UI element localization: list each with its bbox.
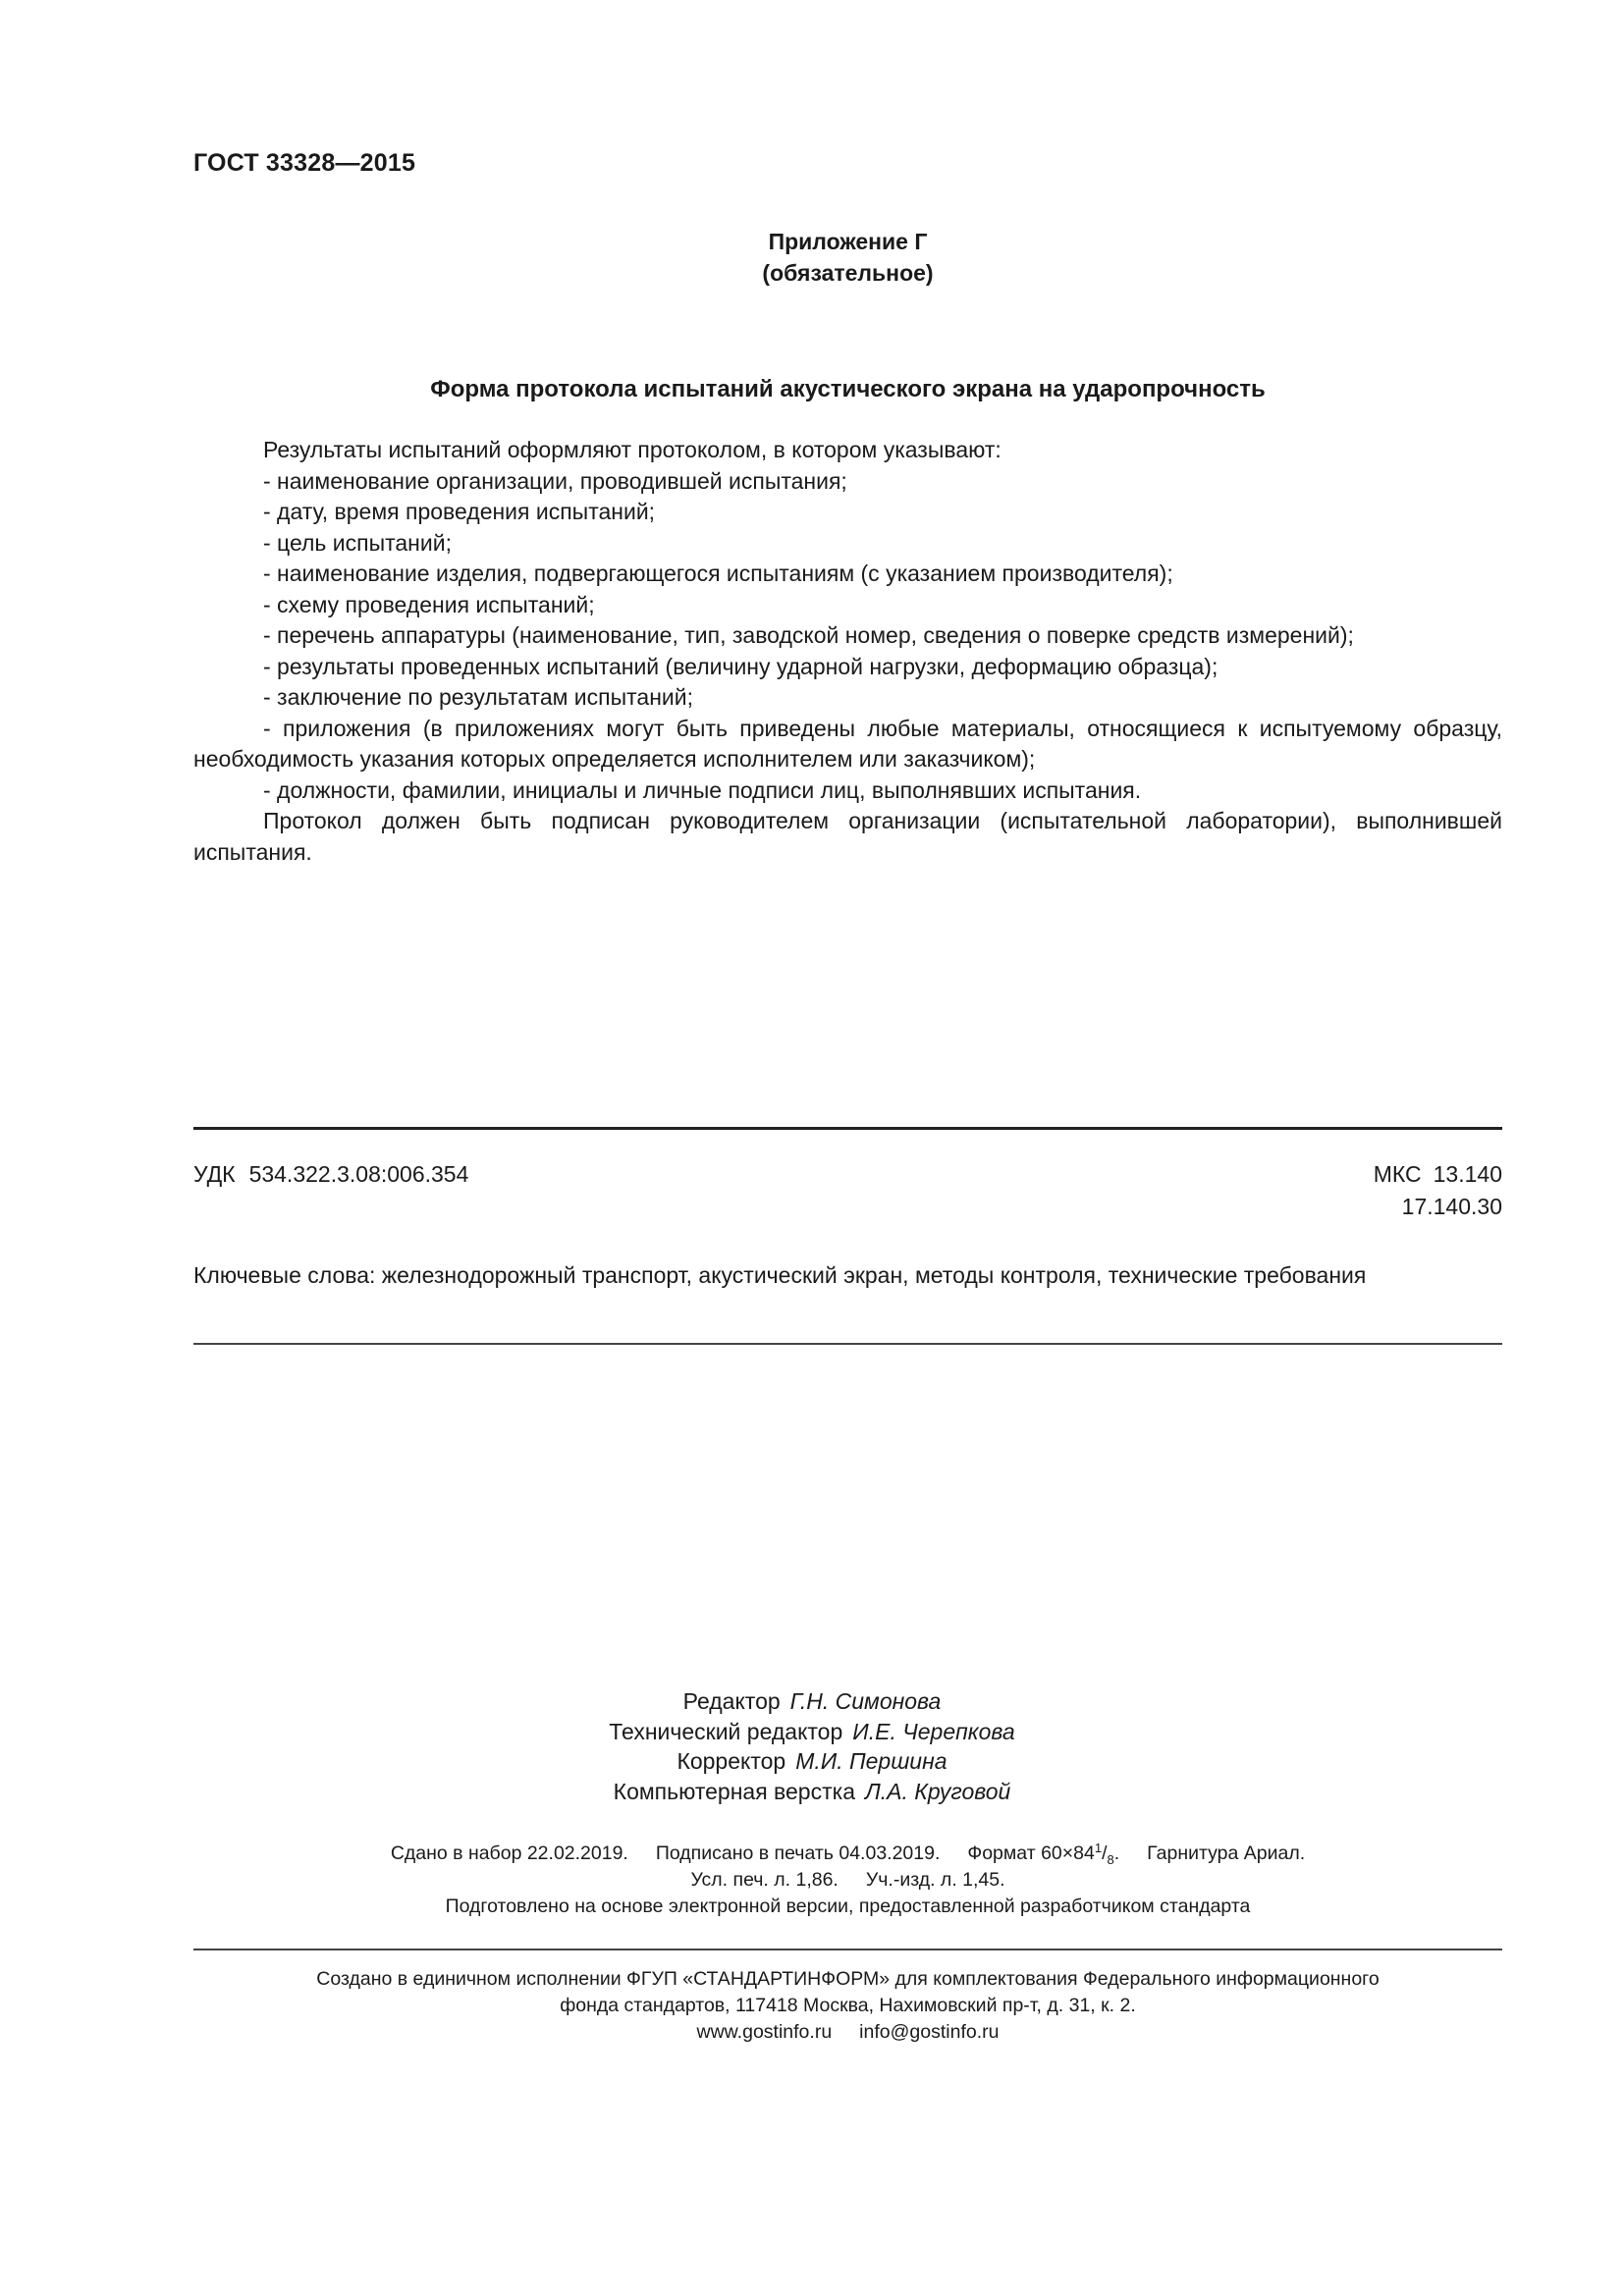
body-text [193, 435, 1502, 868]
list-item: - заключение по результатам испытаний; [263, 684, 693, 710]
credit-role: Технический редактор [609, 1718, 843, 1744]
paper-format: Формат $60\times 84^1/_8$. [967, 1841, 1120, 1867]
form-title: Форма протокола испытаний акустического экрана на ударопрочность [430, 376, 1266, 402]
credit-line [0, 1746, 1624, 1777]
divider-top [193, 1127, 1502, 1130]
publisher-address: фонда стандартов, 117418 Москва, Нахимовский пр-т, д. 31, к. 2. [560, 1995, 1136, 2016]
credit-name: М.И. Першина [795, 1748, 947, 1774]
udk-code [193, 1158, 468, 1191]
mks-value: 13.140 [1433, 1161, 1502, 1187]
standard-code: ГОСТ 33328—2015 [193, 149, 416, 177]
list-item: - дату, время проведения испытаний; [263, 499, 656, 524]
credit-role: Редактор [682, 1688, 781, 1714]
publication-sheets: Уч.-изд. л. 1,45. [865, 1869, 1005, 1891]
list-item: - должности, фамилии, инициалы и личные подписи лиц, выполнявших испытания. [263, 776, 1142, 803]
list-item: - наименование изделия, подвергающегося испытаниям (с указанием производителя); [263, 561, 1173, 586]
imprint-line [193, 1841, 1502, 1867]
signed-date: Подписано в печать 04.03.2019. [655, 1842, 941, 1864]
list-item: - результаты проведенных испытаний (величину ударной нагрузки, деформацию образца); [263, 653, 1218, 679]
imprint-line [193, 1867, 1502, 1894]
website-link[interactable]: www.gostinfo.ru [696, 2021, 833, 2043]
list-item: - приложения (в приложениях могут быть приведены любые материалы, относящиеся к испытуемому образцу, необходимость указания которых определяется исполнителем или заказчиком); [193, 715, 1502, 772]
publisher-line: Создано в единичном исполнении ФГУП «СТАНДАРТИНФОРМ» для комплектования Федерального информационного [316, 1968, 1380, 1990]
annex-heading [193, 226, 1502, 289]
annex-status: (обязательное) [762, 260, 934, 286]
credit-role: Корректор [677, 1748, 786, 1774]
typeset-date: Сдано в набор 22.02.2019. [390, 1842, 628, 1864]
imprint-block [193, 1841, 1502, 1920]
body-paragraph: Результаты испытаний оформляют протоколом, в котором указывают: [263, 437, 1001, 462]
udk-label: УДК [193, 1161, 236, 1187]
credit-role: Компьютерная верстка [613, 1778, 855, 1804]
body-paragraph: Протокол должен быть подписан руководителем организации (испытательной лаборатории), выполнившей испытания. [193, 808, 1502, 865]
list-item: - схему проведения испытаний; [263, 591, 595, 617]
print-sheets: Усл. печ. л. 1,86. [690, 1869, 839, 1891]
mks-code [1374, 1158, 1502, 1223]
credit-name: Л.А. Круговой [865, 1778, 1011, 1804]
credits-block [0, 1686, 1624, 1806]
keywords: Ключевые слова: железнодорожный транспорт, акустический экран, методы контроля, технические требования [193, 1262, 1367, 1288]
divider-bottom [193, 1949, 1502, 1950]
email-link[interactable]: info@gostinfo.ru [859, 2021, 1000, 2043]
credit-name: Г.Н. Симонова [789, 1688, 942, 1714]
list-item: - перечень аппаратуры (наименование, тип, заводской номер, сведения о поверке средств измерений); [263, 622, 1354, 648]
annex-title: Приложение Г [768, 229, 928, 254]
list-item: - наименование организации, проводившей испытания; [263, 467, 847, 494]
credit-line [0, 1686, 1624, 1717]
publisher-block [193, 1966, 1502, 2046]
mks-value: 17.140.30 [1401, 1194, 1502, 1219]
credit-name: И.Е. Черепкова [852, 1718, 1015, 1744]
credit-line [0, 1777, 1624, 1807]
typeface: Гарнитура Ариал. [1147, 1842, 1306, 1864]
publisher-contacts [193, 2019, 1502, 2046]
divider-keywords [193, 1343, 1502, 1345]
list-item: - цель испытаний; [263, 529, 452, 556]
prepared-note: Подготовлено на основе электронной версии, предоставленной разработчиком стандарта [445, 1896, 1251, 1917]
udk-value: 534.322.3.08:006.354 [248, 1161, 469, 1187]
credit-line [0, 1717, 1624, 1747]
mks-label: МКС [1373, 1161, 1422, 1187]
